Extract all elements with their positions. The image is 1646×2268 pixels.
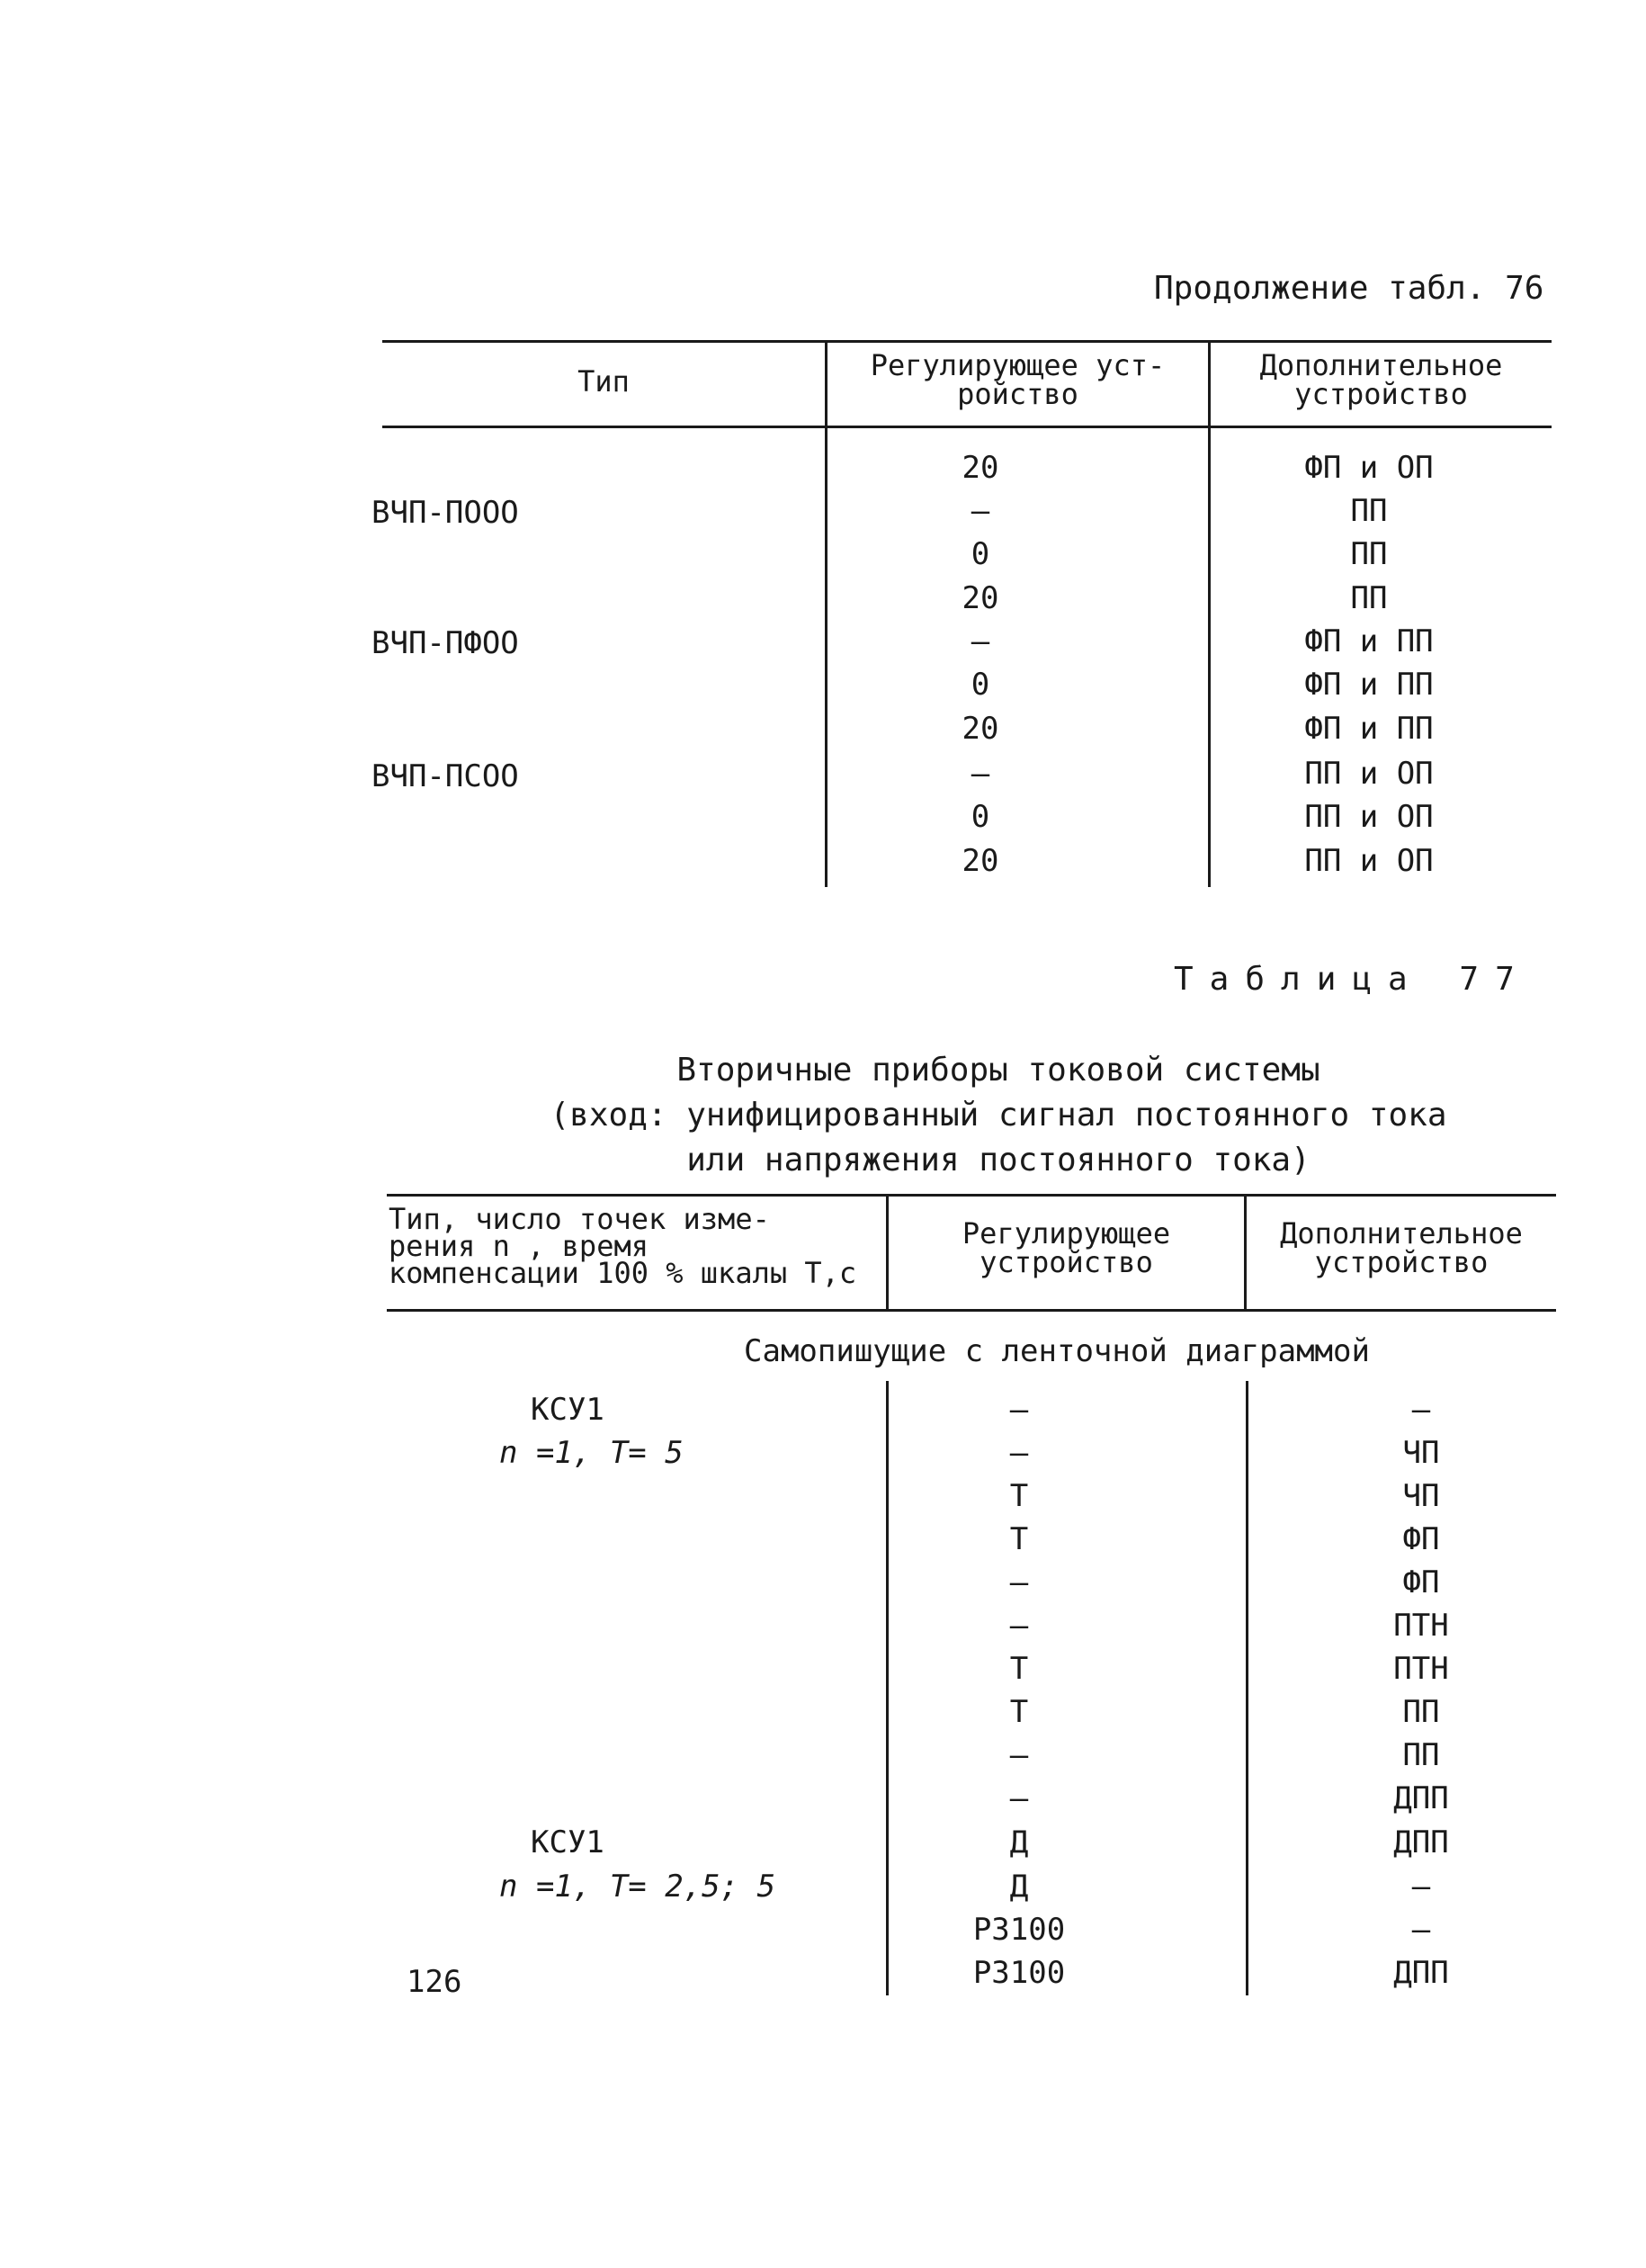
- table76-reg-cell: 0: [971, 536, 990, 572]
- table77-reg-cell: Д: [1009, 1824, 1029, 1860]
- table76-add-cell: ФП и ОП: [1304, 450, 1434, 486]
- header-line: Дополнительное: [1280, 1216, 1523, 1251]
- table76-add-cell: ПП: [1350, 493, 1388, 529]
- table77-col-divider-2-body: [1246, 1381, 1248, 1995]
- table77-section-heading: Самопишущие с ленточной диаграммой: [744, 1333, 1370, 1369]
- table76-add-cell: ПП: [1350, 580, 1388, 616]
- table76-header-type: Тип: [577, 364, 630, 399]
- table77-reg-cell: –: [1009, 1392, 1029, 1428]
- table77-add-cell: ФП: [1402, 1564, 1440, 1600]
- table76-add-cell: ФП и ПП: [1304, 667, 1434, 703]
- page-number: 126: [407, 1964, 462, 2000]
- table76-add-cell: ФП и ПП: [1304, 711, 1434, 747]
- table77-add-cell: –: [1411, 1869, 1431, 1905]
- table76-top-rule: [382, 340, 1552, 343]
- table76-header-add: [1211, 348, 1552, 411]
- table77-reg-cell: Т: [1009, 1694, 1029, 1730]
- header-line: рения n , время: [389, 1229, 649, 1263]
- table77-type: КСУ1: [531, 1392, 604, 1428]
- table77-header-add: [1247, 1216, 1556, 1279]
- table76-reg-cell: –: [971, 756, 990, 792]
- table77-add-cell: ФП: [1402, 1521, 1440, 1557]
- table77-reg-cell: –: [1009, 1737, 1029, 1773]
- table76-reg-cell: –: [971, 623, 990, 659]
- table77-col-divider-1-body: [886, 1381, 889, 1995]
- table77-header-rule: [387, 1309, 1556, 1312]
- table77-add-cell: ПП: [1402, 1737, 1440, 1773]
- table77-header-reg: [889, 1216, 1244, 1279]
- table77-top-rule: [387, 1194, 1556, 1197]
- table77-reg-cell: Т: [1009, 1521, 1029, 1557]
- header-line: устройство: [980, 1245, 1153, 1279]
- table77-type: n =1, T= 5: [499, 1435, 684, 1471]
- header-line: устройство: [1294, 377, 1468, 411]
- table77-add-cell: ПТН: [1393, 1608, 1449, 1644]
- table77-add-cell: ДПП: [1393, 1955, 1449, 1991]
- table77-reg-cell: Т: [1009, 1478, 1029, 1514]
- table77-reg-cell: –: [1009, 1608, 1029, 1644]
- table77-reg-cell: –: [1009, 1780, 1029, 1816]
- table77-add-cell: ДПП: [1393, 1824, 1449, 1860]
- header-line: Регулирующее: [962, 1216, 1171, 1251]
- table76-reg-cell: 20: [962, 580, 999, 616]
- title-line: или напряжения постоянного тока): [686, 1142, 1311, 1179]
- table76-add-cell: ПП и ОП: [1304, 756, 1434, 792]
- table76-header-rule: [382, 426, 1552, 428]
- title-line: (вход: унифицированный сигнал постоянного тока: [550, 1097, 1447, 1134]
- table77-add-cell: –: [1411, 1912, 1431, 1948]
- table76-reg-cell: 20: [962, 450, 999, 486]
- table77-add-cell: –: [1411, 1392, 1431, 1428]
- table77-reg-cell: –: [1009, 1564, 1029, 1600]
- table76-col-divider-2: [1208, 340, 1211, 887]
- table77-reg-cell: Д: [1009, 1869, 1029, 1905]
- table77-title: [504, 1048, 1493, 1183]
- table76-add-cell: ПП: [1350, 536, 1388, 572]
- table76-reg-cell: 20: [962, 843, 999, 879]
- table77-reg-cell: Р3100: [972, 1955, 1066, 1991]
- table77-reg-cell: Т: [1009, 1651, 1029, 1687]
- header-line: ройство: [957, 377, 1078, 411]
- table76-reg-cell: 0: [971, 667, 990, 703]
- header-line: Регулирующее уст-: [870, 348, 1166, 382]
- table77-add-cell: ДПП: [1393, 1780, 1449, 1816]
- header-line: Дополнительное: [1259, 348, 1503, 382]
- header-line: Тип, число точек изме-: [389, 1202, 770, 1236]
- table77-reg-cell: Р3100: [972, 1912, 1066, 1948]
- table77-add-cell: ПТН: [1393, 1651, 1449, 1687]
- title-line: Вторичные приборы токовой системы: [676, 1052, 1320, 1089]
- table76-col-divider-1: [825, 340, 827, 887]
- table76-reg-cell: –: [971, 493, 990, 529]
- table77-type: n =1, T= 2,5; 5: [499, 1869, 776, 1905]
- table76-reg-cell: 0: [971, 799, 990, 835]
- table76-header-reg: [827, 348, 1208, 411]
- table77-type: КСУ1: [531, 1824, 604, 1860]
- table76-add-cell: ПП и ОП: [1304, 843, 1434, 879]
- table77-label: Таблица 77: [1174, 961, 1531, 998]
- header-line: устройство: [1314, 1245, 1489, 1279]
- table77-add-cell: ЧП: [1402, 1478, 1440, 1514]
- table76-add-cell: ПП и ОП: [1304, 799, 1434, 835]
- table76-type: ВЧП-ПФОО: [371, 625, 519, 661]
- table77-header-type: [389, 1202, 883, 1290]
- table77-add-cell: ЧП: [1402, 1435, 1440, 1471]
- table76-reg-cell: 20: [962, 711, 999, 747]
- table76-type: ВЧП-ПООО: [371, 495, 519, 531]
- table77-add-cell: ПП: [1402, 1694, 1440, 1730]
- header-line: компенсации 100 % шкалы T,c: [389, 1256, 857, 1290]
- table76-add-cell: ФП и ПП: [1304, 623, 1434, 659]
- continuation-label: Продолжение табл. 76: [1154, 270, 1544, 307]
- table76-type: ВЧП-ПСОО: [371, 758, 519, 794]
- table77-reg-cell: –: [1009, 1435, 1029, 1471]
